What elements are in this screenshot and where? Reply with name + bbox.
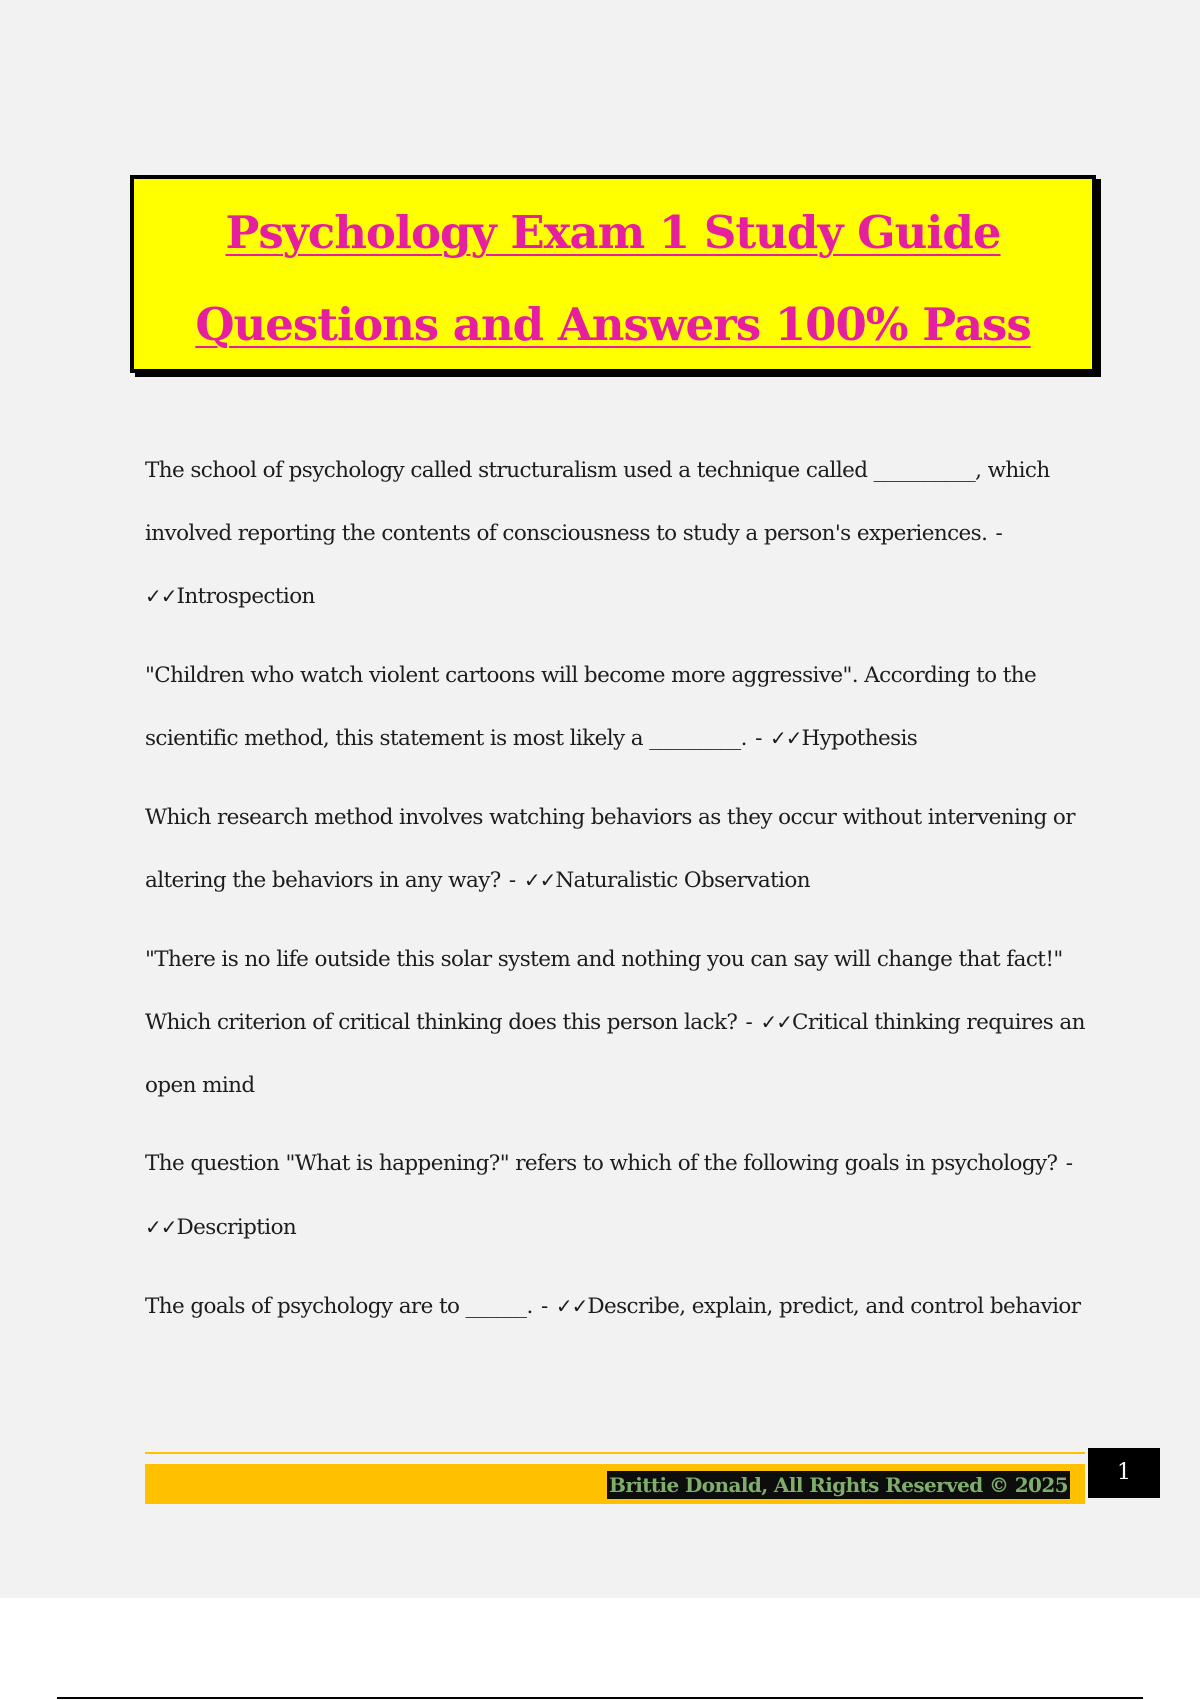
answer-text: Describe, explain, predict, and control behavior bbox=[587, 1294, 1081, 1319]
page-bottom-rule bbox=[57, 1697, 1143, 1699]
title-line-1: Psychology Exam 1 Study Guide bbox=[225, 206, 1001, 259]
qa-item bbox=[145, 440, 1090, 629]
title-line-2: Questions and Answers 100% Pass bbox=[195, 298, 1031, 351]
question-text: "There is no life outside this solar system and nothing you can say will change that fact!" Which criterion of critical thinking does this person lack? bbox=[145, 946, 1063, 1035]
qa-item bbox=[145, 787, 1090, 913]
footer-bar bbox=[145, 1464, 1085, 1504]
question-text: The school of psychology called structuralism used a technique called __________, which involved reporting the contents of consciousness to study a person's experiences. bbox=[145, 458, 1050, 546]
answer-text: Hypothesis bbox=[801, 726, 918, 751]
qa-item bbox=[145, 929, 1090, 1118]
double-check-icon: ✓✓ bbox=[145, 584, 177, 608]
question-text: "Children who watch violent cartoons will become more aggressive". According to the scientific method, this statement is most likely a _________. bbox=[145, 662, 1037, 751]
answer-separator: - bbox=[755, 726, 762, 751]
title-banner bbox=[130, 175, 1096, 373]
answer-separator: - bbox=[508, 868, 516, 893]
qa-item bbox=[145, 1133, 1090, 1259]
double-check-icon: ✓✓ bbox=[145, 1214, 177, 1239]
footer-divider bbox=[145, 1452, 1085, 1454]
answer-separator: - bbox=[745, 1010, 753, 1035]
page-number: 1 bbox=[1088, 1448, 1160, 1498]
answer-separator: - bbox=[1065, 1151, 1073, 1176]
question-text: The question "What is happening?" refers to which of the following goals in psychology? bbox=[145, 1151, 1058, 1176]
answer-text: Naturalistic Observation bbox=[555, 868, 811, 893]
double-check-icon: ✓✓ bbox=[523, 868, 556, 892]
question-text: The goals of psychology are to ______. bbox=[145, 1294, 533, 1319]
qa-list bbox=[145, 440, 1090, 1355]
double-check-icon: ✓✓ bbox=[769, 726, 802, 750]
copyright-notice: Brittie Donald, All Rights Reserved © 2025 bbox=[609, 1473, 1068, 1497]
answer-separator: - bbox=[540, 1294, 548, 1319]
answer-separator: - bbox=[995, 520, 1003, 546]
double-check-icon: ✓✓ bbox=[555, 1294, 588, 1318]
answer-text: Critical thinking requires an open mind bbox=[145, 1010, 1085, 1098]
answer-text: Introspection bbox=[176, 584, 315, 609]
double-check-icon: ✓✓ bbox=[760, 1010, 792, 1034]
qa-item bbox=[145, 1275, 1090, 1339]
question-text: Which research method involves watching behaviors as they occur without intervening or altering the behaviors in any way? bbox=[145, 804, 1075, 893]
qa-item bbox=[145, 645, 1090, 771]
answer-text: Description bbox=[176, 1214, 297, 1240]
